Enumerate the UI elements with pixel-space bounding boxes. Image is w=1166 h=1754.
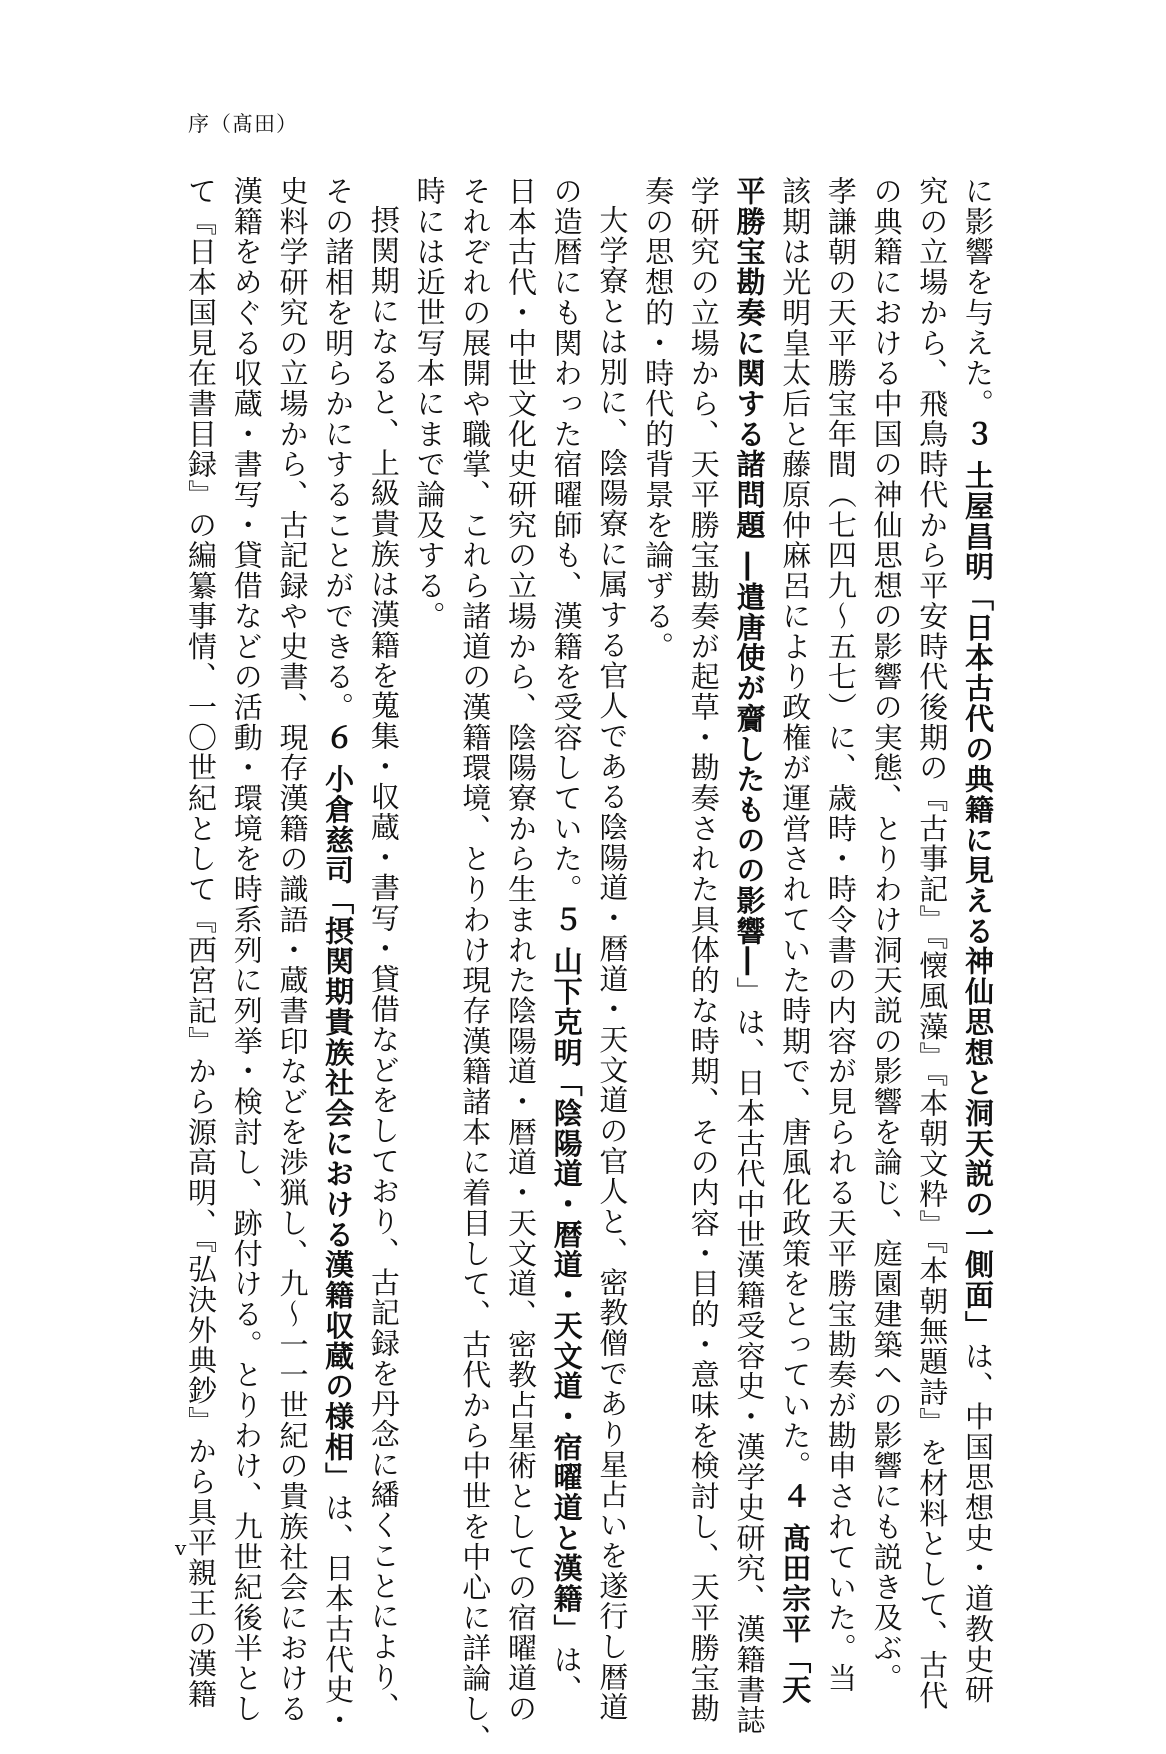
text-segment: は、日本古代史・ xyxy=(321,1492,356,1736)
bold-text-segment: ５ 山下克明 xyxy=(549,904,584,1068)
text-line xyxy=(771,176,817,1705)
bold-text-segment: 「日本古代の典籍に見える神仙思想と洞天説の一側面」 xyxy=(961,582,995,1341)
text-segment: その諸相を明らかにすることができる。 xyxy=(321,176,356,723)
text-segment: 」は、日本古代中世漢籍受容史・漢学史研究、漢籍書誌 xyxy=(732,976,767,1736)
text-line xyxy=(314,176,360,1736)
text-line xyxy=(360,176,406,1723)
text-segment: て『日本国見在書目録』の編纂事情、一〇世紀として『西宮記』から源高明、『弘決外典鈔』から具平親王の漢籍 xyxy=(184,176,219,1710)
running-head: 序（髙田） xyxy=(188,112,298,136)
text-segment: 大学寮とは別に、陰陽寮に属する官人である陰陽道・暦道・天文道の官人と、密教僧であり星占いを遂行し暦道 xyxy=(595,205,630,1723)
text-line xyxy=(543,176,589,1705)
bold-text-segment: ６ 小倉慈司 xyxy=(321,722,356,886)
text-line xyxy=(223,176,269,1724)
text-line xyxy=(680,176,726,1724)
bold-text-segment: 「天 xyxy=(778,1644,813,1705)
text-line xyxy=(634,176,680,1476)
text-segment: 孝謙朝の天平勝宝年間（七四九〜五七）に、歳時・時令書の内容が見られる天平勝宝勘奏が勘申されていた。当 xyxy=(823,176,858,1694)
text-segment: 究の立場から、飛鳥時代から平安時代後期の『古事記』『懐風藻』『本朝文粋』『本朝無題詩』を材料として、古代 xyxy=(915,176,950,1711)
text-segment: は、中国思想史・道教史研 xyxy=(961,1340,995,1705)
text-segment: 漢籍をめぐる収蔵・書写・貸借などの活動・環境を時系列に列挙・検討し、跡付ける。とりわけ、九世紀後半とし xyxy=(229,176,264,1724)
text-line xyxy=(726,176,772,1736)
text-segment: それぞれの展開や職掌、これら諸道の漢籍環境、とりわけ現存漢籍諸本に着目して、古代から中世を中心に詳論し、 xyxy=(458,176,493,1754)
text-line xyxy=(497,176,543,1724)
text-line xyxy=(589,176,635,1723)
bold-text-segment: 「陰陽道・暦道・天文道・宿曜道と漢籍」 xyxy=(549,1067,584,1645)
bold-text-segment: ３ 土屋昌明 xyxy=(961,418,995,583)
text-segment: 日本古代・中世文化史研究の立場から、陰陽寮から生まれた陰陽道・暦道・天文道、密教占星術としての宿曜道の xyxy=(503,176,538,1724)
text-segment: 該期は光明皇太后と藤原仲麻呂により政権が運営されていた時期で、唐風化政策をとっていた。 xyxy=(778,176,813,1482)
text-line xyxy=(452,176,498,1754)
text-line xyxy=(954,176,1000,1705)
text-segment: 時には近世写本にまで論及する。 xyxy=(412,176,447,632)
text-line xyxy=(177,176,223,1710)
text-line xyxy=(269,176,315,1724)
text-line xyxy=(406,176,452,1476)
text-segment: 学研究の立場から、天平勝宝勘奏が起草・勘奏された具体的な時期、その内容・目的・意味を検討し、天平勝宝勘 xyxy=(686,176,721,1724)
text-segment: 奏の思想的・時代的背景を論ずる。 xyxy=(641,176,676,662)
text-segment: は、 xyxy=(549,1644,584,1705)
text-segment: 史料学研究の立場から、古記録や史書、現存漢籍の識語・蔵書印などを渉猟し、九〜一一世紀の貴族社会における xyxy=(275,176,310,1724)
text-line xyxy=(909,176,955,1711)
text-segment: の典籍における中国の神仙思想の影響の実態、とりわけ洞天説の影響を論じ、庭園建築への影響にも説き及ぶ。 xyxy=(869,176,904,1694)
text-segment: の造暦にも関わった宿曜師も、漢籍を受容していた。 xyxy=(549,176,584,905)
bold-text-segment: 平勝宝勘奏に関する諸問題 ―遣唐使が齎したものの影響― xyxy=(732,176,767,977)
text-segment: に影響を与えた。 xyxy=(961,176,995,419)
text-line xyxy=(817,176,863,1694)
bold-text-segment: ４ 髙田宗平 xyxy=(778,1481,813,1645)
text-line xyxy=(863,176,909,1694)
bold-text-segment: 「摂関期貴族社会における漢籍収蔵の様相」 xyxy=(321,885,356,1493)
body-text xyxy=(178,176,1000,1754)
page-number: v xyxy=(175,1536,187,1560)
text-segment: 摂関期になると、上級貴族は漢籍を蒐集・収蔵・書写・貸借などをしており、古記録を丹念に繙くことにより、 xyxy=(366,205,401,1723)
